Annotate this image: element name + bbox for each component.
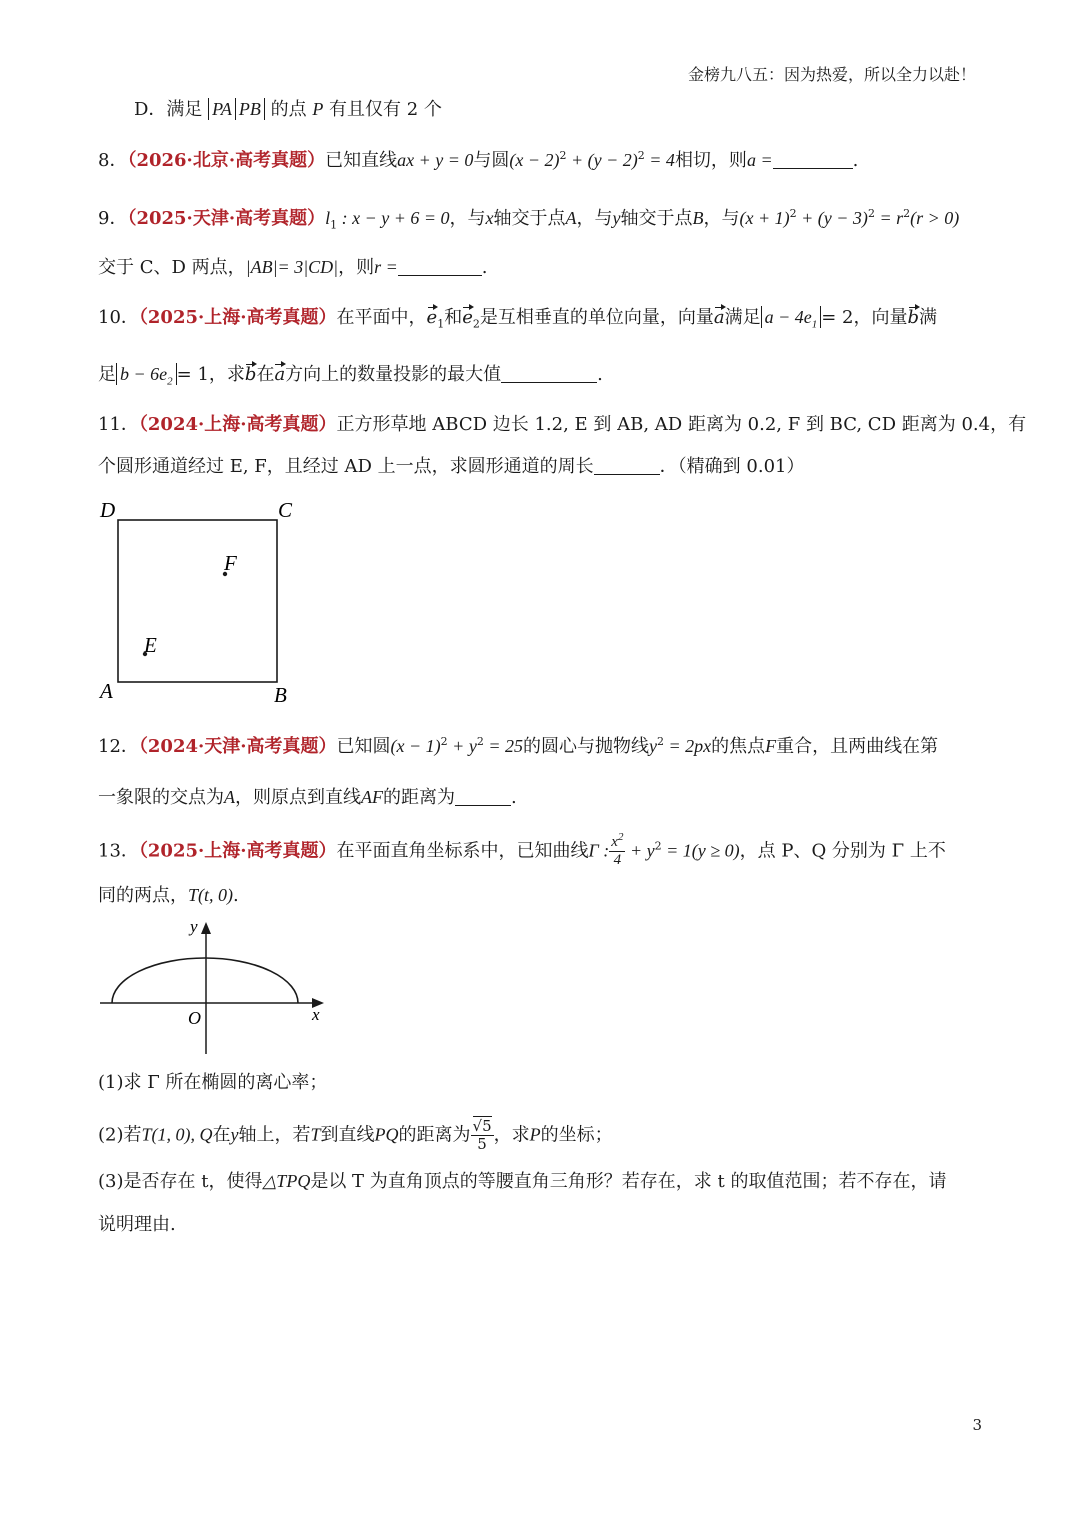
sub1-text: 求 Γ 所在椭圆的离心率； (123, 1072, 328, 1093)
sub3-triangle: △TPQ (262, 1171, 311, 1191)
q8-end: . (852, 150, 859, 171)
label-c: C (278, 498, 293, 522)
sub2-t2: T (310, 1124, 321, 1145)
q9-a: A (565, 208, 577, 228)
question-11-line-1 (98, 412, 1026, 438)
square-abcd (118, 520, 277, 682)
sub2-label: (2) (98, 1124, 124, 1146)
q12-text-2: 的圆心与抛物线 (522, 736, 649, 757)
label-f: F (224, 551, 237, 575)
q12-circle-2: + y (447, 736, 477, 756)
q13-t: T(t, 0) (188, 885, 233, 905)
sub2-text-5: 的距离为 (398, 1124, 471, 1146)
q10-text-5: = 2，向量 (821, 307, 908, 328)
q10-text-7: 足 (98, 364, 116, 385)
q10-expr-2: b − 6e (120, 364, 168, 384)
q12-text-4: 重合，且两曲线在第 (776, 736, 939, 757)
q10-number: 10． (98, 307, 139, 328)
q9-text-3: ，与 (576, 208, 613, 229)
sub2-p: P (529, 1124, 541, 1145)
question-11-line-2 (98, 454, 804, 480)
q9-answer-blank[interactable] (398, 257, 482, 276)
sub2-text-1: 若 (123, 1124, 142, 1146)
q9-text-1: ，与 (449, 208, 486, 229)
question-12-line-1: 12．（2024·天津·高考真题）已知圆$(x - 1)^2 + y^2 = 25$的圆心与抛物线$y^2 = 2px$的焦点F重合，且两曲线在第 (98, 735, 939, 757)
q13-gamma: Γ : (588, 840, 610, 861)
q10-source: （2025·上海·高考真题） (138, 307, 337, 328)
header-slogan: 金榜九八五：因为热爱，所以全力以赴！ (687, 65, 976, 84)
question-10-line-2: 足 $b - 6e_2 = 1$，求b在a方向上的数量投影的最大值 . (98, 364, 603, 388)
label-e: E (144, 633, 157, 657)
q13-rest-2: = 1(y ≥ 0) (661, 840, 740, 861)
option-d-pa: PA (208, 98, 236, 120)
q12-circle-3: = 25 (483, 736, 523, 756)
option-d-end: 有且仅有 2 个 (329, 99, 442, 120)
q13-text-1: 在平面直角坐标系中，已知曲线 (336, 840, 589, 862)
option-d-mid: 的点 (270, 99, 307, 120)
q8-circle-b: + (y − 2) (566, 150, 638, 170)
q9-l1: l (325, 208, 331, 228)
page-number: 3 (972, 1416, 982, 1434)
sub-question-3-line-2 (98, 1212, 176, 1238)
label-d: D (100, 498, 116, 522)
q8-circle-c: = 4 (644, 150, 675, 170)
sub3-text-3: 说明理由. (98, 1214, 176, 1235)
q9-line: x − y + 6 = 0 (352, 208, 450, 228)
q13-frac-num: x (611, 834, 618, 850)
sub1-label: (1) (98, 1072, 124, 1093)
q12-number: 12． (98, 736, 139, 757)
q10-text-6: 满 (919, 307, 938, 328)
question-10-line-1: 10．（2025·上海·高考真题）在平面中，$e_1$和$e_2$是互相垂直的单位向量，向量a满足 $a - 4e_1 = 2$，向量b满 (98, 307, 938, 331)
label-a: A (100, 679, 113, 703)
q8-source: （2026·北京·高考真题） (127, 150, 326, 171)
sub2-y: y (230, 1124, 239, 1145)
q12-text-5: 一象限的交点为 (98, 787, 224, 808)
q13-frac-den: 4 (613, 852, 622, 868)
q9-end: . (481, 257, 488, 278)
q8-number: 8． (98, 150, 128, 171)
q10-end: . (597, 364, 603, 385)
q12-f: F (765, 736, 777, 756)
sub-question-1 (98, 1070, 327, 1096)
sub3-label: (3) (98, 1171, 124, 1192)
label-o: O (188, 1008, 201, 1028)
option-d-label: D．满足 (134, 99, 203, 120)
q10-b-2: b (245, 362, 257, 388)
q13-rest: + y (625, 840, 655, 861)
q12-parabola: y (648, 736, 657, 756)
sub2-text-6: ，求 (493, 1124, 530, 1146)
q9-y: y (612, 208, 621, 228)
q11-source: （2024·上海·高考真题） (138, 414, 337, 435)
q9-text-4: 轴交于点 (620, 208, 693, 229)
option-d (134, 96, 442, 123)
sub2-text-4: 到直线 (320, 1124, 375, 1146)
q9-circle: (x + 1) (739, 208, 790, 228)
question-8: 8．（2026·北京·高考真题）已知直线ax + y = 0与圆$(x - 2)^2 + (y - 2)^2 = 4$相切，则a = . (98, 149, 859, 171)
q10-text-3: 是互相垂直的单位向量，向量 (479, 307, 714, 328)
q8-circle-a: (x − 2) (509, 150, 560, 170)
q8-answer-blank[interactable] (773, 150, 853, 169)
q10-text-1: 在平面中， (336, 307, 427, 328)
q9-relation: |AB|= 3|CD| (245, 257, 339, 277)
sub-question-2 (98, 1118, 613, 1153)
q12-text-6: ，则原点到直线 (235, 787, 361, 808)
label-x: x (312, 1005, 320, 1024)
sub-question-3-line-1 (98, 1168, 946, 1195)
q12-parabola-2: = 2px (663, 736, 712, 756)
q9-x: x (485, 208, 494, 228)
sub2-t: T(1, 0), Q (141, 1124, 213, 1145)
y-axis-arrow-icon (201, 922, 211, 934)
q12-answer-blank[interactable] (455, 787, 511, 806)
sub3-text-1: 是否存在 t，使得 (123, 1171, 263, 1192)
q12-circle: (x − 1) (390, 736, 441, 756)
q10-e1: e (427, 305, 438, 331)
q11-number: 11． (98, 414, 139, 435)
curve-gamma (112, 958, 298, 1003)
q9-circle-2: + (y − 3) (796, 208, 868, 228)
question-13-line-1: 13．（2025·上海·高考真题）在平面直角坐标系中，已知曲线Γ : $\frac{x^2}{4}$ + $y^2 = 1(y \ge 0)$，点 P、Q 分别为 Γ 上不 (98, 831, 946, 868)
q10-a: a (714, 305, 725, 331)
q13-text-3: 同的两点， (98, 885, 188, 906)
q9-text-5: ，与 (703, 208, 740, 229)
q12-end: . (511, 787, 517, 808)
label-y: y (190, 917, 198, 936)
q10-text-4: 满足 (724, 307, 761, 328)
q10-text-9: 在 (256, 364, 275, 385)
q11-text-2: 个圆形通道经过 E, F，且经过 AD 上一点，求圆形通道的周长 (98, 456, 594, 477)
q12-a: A (224, 787, 235, 807)
q12-text-7: 的距离为 (383, 787, 455, 808)
q13-source: （2025·上海·高考真题） (138, 840, 337, 862)
q8-line: ax + y = 0 (397, 150, 474, 170)
q9-text-2: 轴交于点 (493, 208, 566, 229)
square-figure (90, 492, 310, 712)
q10-expr-1: a − 4e (764, 307, 812, 327)
q10-b: b (908, 305, 920, 331)
sub2-text-7: 的坐标； (540, 1124, 613, 1146)
q13-number: 13． (98, 840, 139, 862)
q10-answer-blank[interactable] (501, 364, 597, 383)
q8-text-1: 已知直线 (325, 150, 398, 171)
question-12-line-2 (98, 784, 517, 811)
q12-text-1: 已知圆 (336, 736, 391, 757)
option-d-p: P (312, 99, 324, 119)
sub2-frac-num: √5 (472, 1117, 492, 1135)
q13-text-2: ，点 P、Q 分别为 Γ 上不 (739, 840, 946, 862)
q9-circle-3: = r (874, 208, 904, 228)
q12-text-3: 的焦点 (711, 736, 766, 757)
q8-text-3: 相切，则 (674, 150, 747, 171)
q10-text-10: 方向上的数量投影的最大值 (285, 364, 502, 385)
q10-text-2: 和 (444, 307, 463, 328)
option-d-pb: PB (236, 98, 265, 120)
sub2-text-2: 在 (212, 1124, 231, 1146)
q9-text-6: 交于 C、D 两点， (98, 257, 246, 278)
q9-ask: r = (374, 257, 398, 277)
q10-text-8: = 1，求 (176, 364, 245, 385)
q11-text-3: ．（精确到 0.01） (659, 456, 805, 477)
q10-e2: e (462, 305, 473, 331)
label-b: B (274, 683, 287, 707)
q11-answer-blank[interactable] (594, 456, 660, 475)
q10-a-2: a (274, 362, 285, 388)
question-13-line-2 (98, 882, 239, 909)
question-9-line-2 (98, 254, 487, 281)
q12-source: （2024·天津·高考真题） (138, 736, 337, 757)
sub2-frac-den: 5 (477, 1135, 487, 1153)
q9-cond: (r > 0) (910, 208, 960, 228)
q9-number: 9． (98, 208, 128, 229)
q8-text-2: 与圆 (473, 150, 510, 171)
sub3-text-2: 是以 T 为直角顶点的等腰直角三角形？若存在，求 t 的取值范围；若不存在，请 (310, 1171, 947, 1192)
q11-text-1: 正方形草地 ABCD 边长 1.2, E 到 AB, AD 距离为 0.2, F 到 BC, CD 距离为 0.4，有 (336, 414, 1027, 435)
sub2-pq: PQ (374, 1124, 399, 1145)
q9-source: （2025·天津·高考真题） (127, 208, 326, 229)
q9-text-7: ，则 (338, 257, 375, 278)
q9-b: B (692, 208, 704, 228)
question-9-line-1: 9．（2025·天津·高考真题）$l_1$ : x − y + 6 = 0，与x轴交于点A，与y轴交于点B，与$(x + 1)^2 + (y - 3)^2 = r^2(r > 0)$ (98, 207, 960, 232)
q13-end: . (233, 885, 239, 906)
q12-af: AF (361, 787, 383, 807)
q8-ask: a = (746, 150, 773, 170)
half-ellipse-figure (96, 914, 336, 1060)
sub2-text-3: 轴上，若 (238, 1124, 311, 1146)
